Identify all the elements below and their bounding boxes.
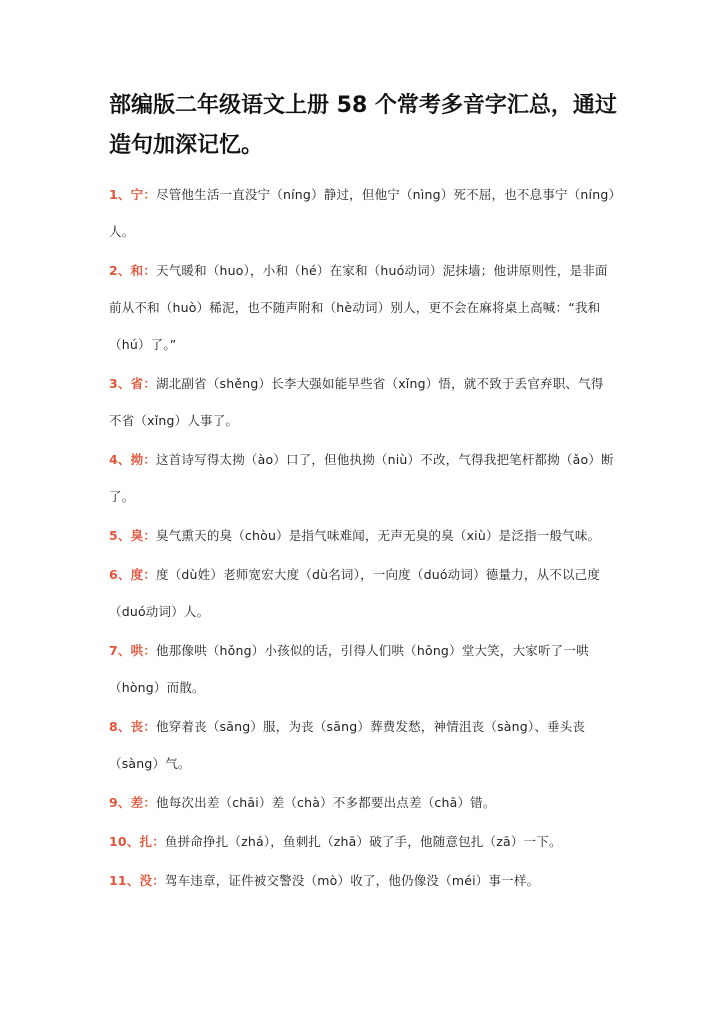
list-item xyxy=(109,441,615,515)
entry-char: 哄 xyxy=(130,643,144,658)
entry-number: 7、 xyxy=(109,643,131,658)
entry-separator: ： xyxy=(143,643,157,658)
entry-number: 2、 xyxy=(109,263,131,278)
entry-text: 这首诗写得太拗（ào）口了，但他执拗（niù）不改，气得我把笔杆都拗（ǎo）断了。 xyxy=(109,452,614,504)
entry-char: 丧 xyxy=(130,719,144,734)
entry-separator: ： xyxy=(143,452,157,467)
entry-separator: ： xyxy=(152,873,165,888)
list-item xyxy=(109,365,615,439)
document-title: 部编版二年级语文上册 58 个常考多音字汇总，通过造句加深记忆。 xyxy=(109,93,617,158)
entry-number: 9、 xyxy=(109,795,131,810)
entry-number: 6、 xyxy=(109,567,131,582)
entry-char: 和 xyxy=(130,263,144,278)
entry-char: 没 xyxy=(139,873,153,888)
entry-char: 度 xyxy=(130,567,144,582)
list-item xyxy=(109,176,615,250)
entry-separator: ： xyxy=(152,834,165,849)
entry-list xyxy=(109,176,615,901)
entry-text: 他那像哄（hǒng）小孩似的话，引得人们哄（hōng）堂大笑，大家听了一哄（hòng）而散。 xyxy=(109,643,589,695)
entry-text: 臭气熏天的臭（chòu）是指气味难闻，无声无臭的臭（xiù）是泛指一般气味。 xyxy=(156,528,601,543)
entry-text: 度（dù姓）老师宽宏大度（dù名词），一向度（duó动词）德量力，从不以己度（duó动词）人。 xyxy=(109,567,601,619)
entry-number: 10、 xyxy=(109,834,140,849)
entry-separator: ： xyxy=(143,187,157,202)
entry-number: 1、 xyxy=(109,187,131,202)
entry-text: 湖北副省（shěng）长李大强如能早些省（xǐng）悟，就不致于丢官弃职、气得不省（xǐng）人事了。 xyxy=(109,376,604,428)
entry-separator: ： xyxy=(143,376,157,391)
list-item xyxy=(109,708,615,782)
entry-number: 3、 xyxy=(109,376,131,391)
list-item xyxy=(109,823,615,860)
entry-char: 扎 xyxy=(139,834,153,849)
entry-separator: ： xyxy=(143,719,157,734)
list-item xyxy=(109,252,615,363)
list-item xyxy=(109,517,615,554)
entry-number: 4、 xyxy=(109,452,131,467)
entry-separator: ： xyxy=(143,263,157,278)
entry-separator: ： xyxy=(143,795,157,810)
entry-separator: ： xyxy=(143,528,157,543)
entry-char: 差 xyxy=(130,795,144,810)
entry-char: 省 xyxy=(130,376,144,391)
entry-text: 天气暖和（huo），小和（hé）在家和（huó动词）泥抹墙；他讲原则性，是非面前从不和（huò）稀泥，也不随声附和（hè动词）别人，更不会在麻将桌上高喊：“我和（hú）了。” xyxy=(109,263,608,352)
entry-text: 驾车违章，证件被交警没（mò）收了，他仍像没（méi）事一样。 xyxy=(164,873,540,888)
entry-text: 他穿着丧（sāng）服，为丧（sāng）葬费发愁，神情沮丧（sàng）、垂头丧（sàng）气。 xyxy=(109,719,586,771)
list-item xyxy=(109,784,615,821)
list-item xyxy=(109,632,615,706)
entry-text: 尽管他生活一直没宁（níng）静过，但他宁（nìng）死不屈，也不息事宁（níng）人。 xyxy=(109,187,615,239)
entry-text: 鱼拼命挣扎（zhá），鱼刺扎（zhā）破了手，他随意包扎（zā）一下。 xyxy=(164,834,562,849)
list-item xyxy=(109,862,615,899)
entry-char: 宁 xyxy=(130,187,144,202)
entry-number: 8、 xyxy=(109,719,131,734)
entry-number: 5、 xyxy=(109,528,131,543)
entry-separator: ： xyxy=(143,567,157,582)
entry-char: 拗 xyxy=(130,452,144,467)
entry-text: 他每次出差（chāi）差（chà）不多都要出点差（chā）错。 xyxy=(156,795,496,810)
list-item xyxy=(109,556,615,630)
entry-char: 臭 xyxy=(130,528,144,543)
entry-number: 11、 xyxy=(109,873,140,888)
